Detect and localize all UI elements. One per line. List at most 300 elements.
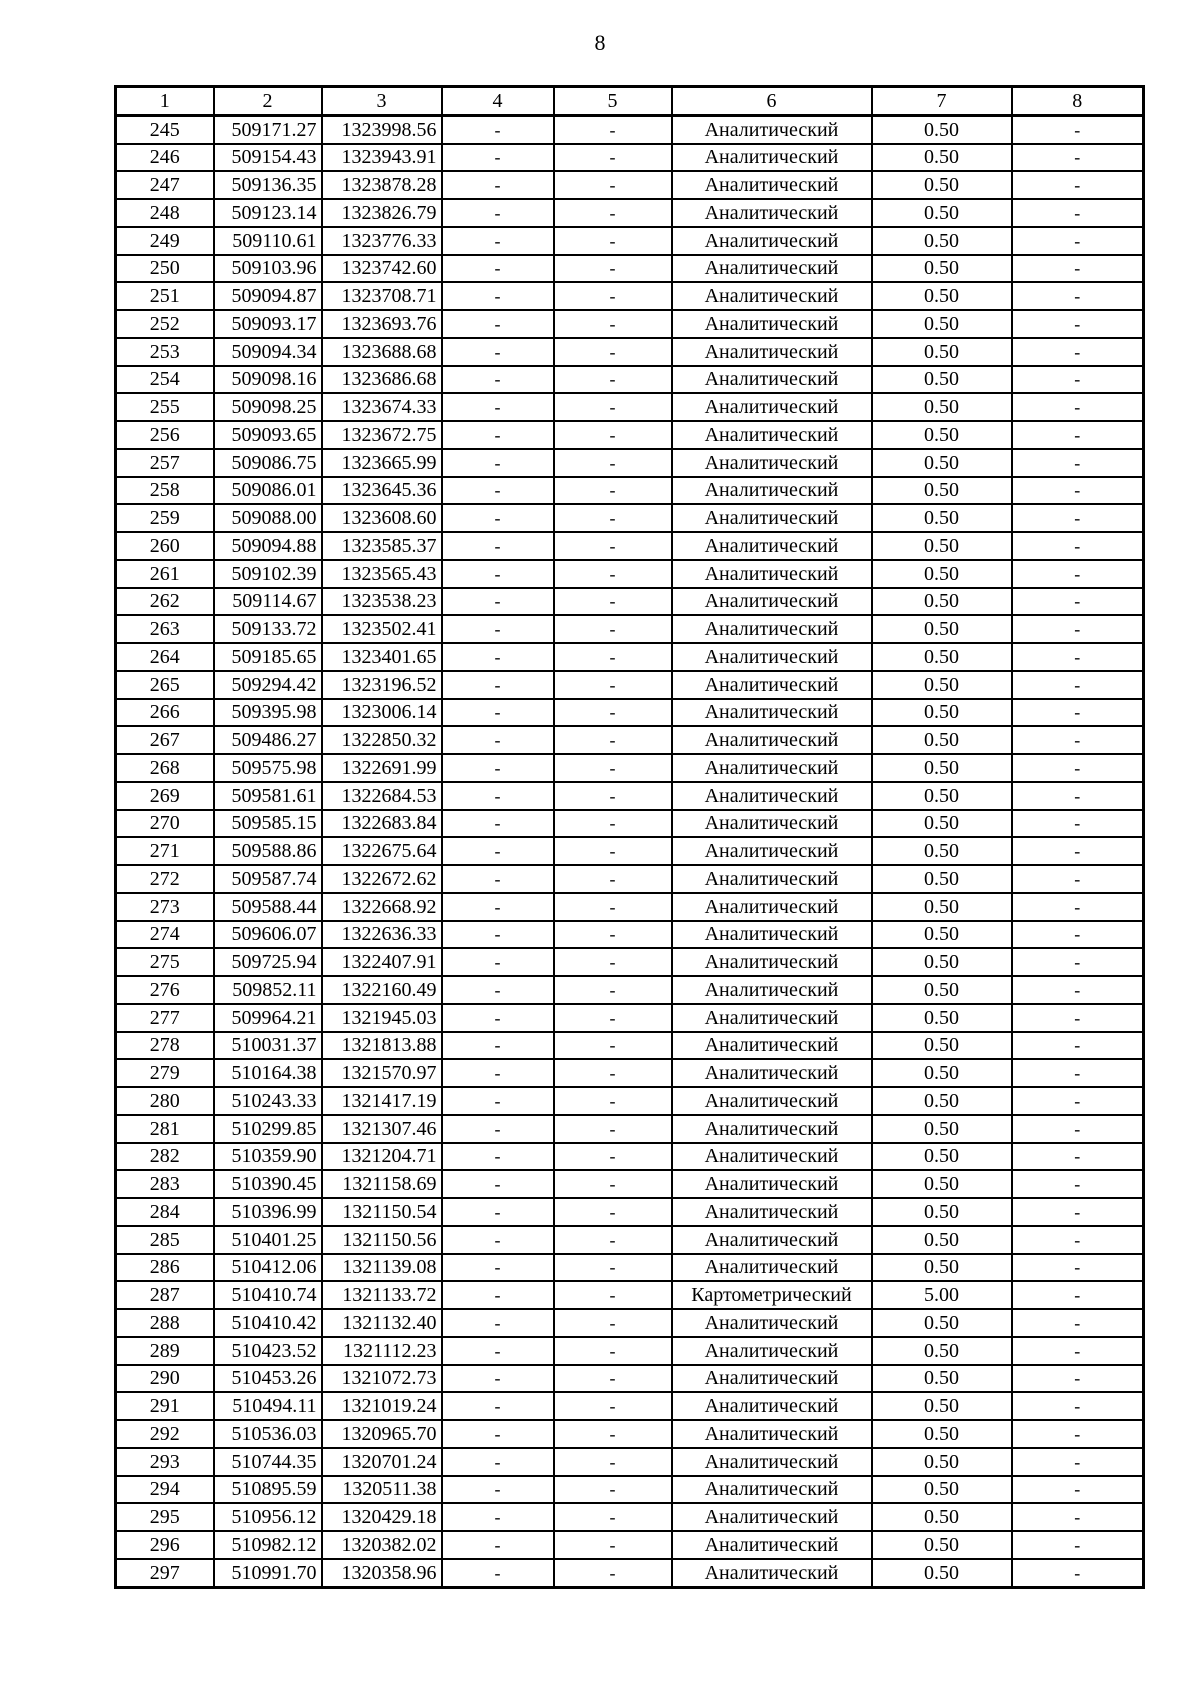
table-cell-col-7: 0.50 [872,449,1012,477]
table-cell-col-1: 295 [116,1503,214,1531]
column-header-6: 6 [672,87,872,116]
table-cell-col-8: - [1012,310,1144,338]
table-cell-col-6: Аналитический [672,366,872,394]
table-cell-col-7: 0.50 [872,310,1012,338]
table-cell-col-2: 510536.03 [214,1420,322,1448]
table-cell-col-7: 0.50 [872,144,1012,172]
table-cell-col-5: - [554,1087,672,1115]
table-row [116,1559,1144,1587]
table-cell-col-6: Аналитический [672,421,872,449]
table-cell-col-6: Аналитический [672,1143,872,1171]
table-cell-col-4: - [442,1087,554,1115]
page-number: 8 [594,30,606,55]
table-cell-col-3: 1321019.24 [322,1392,442,1420]
table-cell-col-3: 1322684.53 [322,782,442,810]
table-cell-col-6: Аналитический [672,1392,872,1420]
table-cell-col-6: Аналитический [672,310,872,338]
table-cell-col-3: 1322668.92 [322,893,442,921]
table-cell-col-6: Аналитический [672,726,872,754]
table-cell-col-6: Аналитический [672,255,872,283]
table-cell-col-1: 279 [116,1059,214,1087]
table-cell-col-4: - [442,282,554,310]
table-cell-col-2: 509587.74 [214,865,322,893]
table-cell-col-2: 510299.85 [214,1115,322,1143]
table-cell-col-1: 272 [116,865,214,893]
table-cell-col-5: - [554,921,672,949]
table-cell-col-7: 0.50 [872,477,1012,505]
table-cell-col-6: Аналитический [672,532,872,560]
table-cell-col-8: - [1012,1115,1144,1143]
table-cell-col-3: 1323672.75 [322,421,442,449]
table-cell-col-5: - [554,976,672,1004]
table-cell-col-2: 510390.45 [214,1170,322,1198]
table-cell-col-5: - [554,1392,672,1420]
table-row [116,893,1144,921]
column-header-2: 2 [214,87,322,116]
table-cell-col-2: 509086.01 [214,477,322,505]
table-row [116,921,1144,949]
table-cell-col-8: - [1012,421,1144,449]
table-cell-col-7: 0.50 [872,393,1012,421]
table-cell-col-1: 278 [116,1032,214,1060]
table-row [116,699,1144,727]
table-cell-col-8: - [1012,948,1144,976]
table-cell-col-8: - [1012,366,1144,394]
table-cell-col-7: 0.50 [872,810,1012,838]
table-cell-col-5: - [554,1448,672,1476]
table-row [116,1476,1144,1504]
table-cell-col-2: 509114.67 [214,588,322,616]
table-cell-col-5: - [554,1115,672,1143]
table-cell-col-3: 1320701.24 [322,1448,442,1476]
table-cell-col-4: - [442,393,554,421]
table-cell-col-3: 1321417.19 [322,1087,442,1115]
table-cell-col-3: 1323565.43 [322,560,442,588]
table-cell-col-7: 0.50 [872,1143,1012,1171]
table-cell-col-4: - [442,1476,554,1504]
table-cell-col-3: 1323708.71 [322,282,442,310]
table-cell-col-4: - [442,1309,554,1337]
table-cell-col-5: - [554,1226,672,1254]
table-cell-col-6: Аналитический [672,504,872,532]
table-cell-col-6: Аналитический [672,671,872,699]
table-cell-col-2: 509098.25 [214,393,322,421]
table-cell-col-5: - [554,171,672,199]
table-cell-col-3: 1323776.33 [322,227,442,255]
table-cell-col-1: 254 [116,366,214,394]
table-cell-col-7: 0.50 [872,865,1012,893]
table-cell-col-2: 510423.52 [214,1337,322,1365]
table-cell-col-5: - [554,671,672,699]
table-row [116,504,1144,532]
table-cell-col-2: 509588.44 [214,893,322,921]
table-cell-col-5: - [554,615,672,643]
table-cell-col-3: 1320511.38 [322,1476,442,1504]
table-cell-col-2: 510243.33 [214,1087,322,1115]
table-cell-col-5: - [554,782,672,810]
table-cell-col-5: - [554,837,672,865]
table-cell-col-7: 0.50 [872,1365,1012,1393]
table-cell-col-8: - [1012,588,1144,616]
table-cell-col-2: 509171.27 [214,115,322,143]
table-cell-col-3: 1323006.14 [322,699,442,727]
table-cell-col-2: 509395.98 [214,699,322,727]
table-cell-col-3: 1321307.46 [322,1115,442,1143]
table-cell-col-1: 253 [116,338,214,366]
table-cell-col-2: 509606.07 [214,921,322,949]
table-cell-col-2: 510410.74 [214,1281,322,1309]
table-cell-col-1: 268 [116,754,214,782]
table-row [116,1448,1144,1476]
table-cell-col-4: - [442,588,554,616]
table-cell-col-4: - [442,865,554,893]
table-cell-col-2: 509086.75 [214,449,322,477]
table-cell-col-4: - [442,837,554,865]
table-cell-col-1: 275 [116,948,214,976]
table-cell-col-1: 257 [116,449,214,477]
table-cell-col-6: Аналитический [672,1254,872,1282]
table-cell-col-4: - [442,477,554,505]
table-cell-col-6: Аналитический [672,782,872,810]
table-cell-col-6: Аналитический [672,1032,872,1060]
table-cell-col-2: 510895.59 [214,1476,322,1504]
table-cell-col-5: - [554,560,672,588]
table-cell-col-7: 0.50 [872,421,1012,449]
table-cell-col-8: - [1012,726,1144,754]
table-row [116,1170,1144,1198]
table-cell-col-1: 249 [116,227,214,255]
table-cell-col-5: - [554,865,672,893]
table-body [116,115,1144,1587]
table-cell-col-4: - [442,255,554,283]
table-cell-col-1: 259 [116,504,214,532]
table-cell-col-8: - [1012,921,1144,949]
table-cell-col-2: 510359.90 [214,1143,322,1171]
column-header-3: 3 [322,87,442,116]
table-row [116,366,1144,394]
table-cell-col-8: - [1012,865,1144,893]
table-cell-col-1: 288 [116,1309,214,1337]
table-cell-col-8: - [1012,754,1144,782]
table-cell-col-7: 0.50 [872,255,1012,283]
table-cell-col-2: 509110.61 [214,227,322,255]
table-cell-col-4: - [442,1254,554,1282]
table-cell-col-5: - [554,1365,672,1393]
table-cell-col-1: 260 [116,532,214,560]
table-row [116,1059,1144,1087]
table-cell-col-1: 274 [116,921,214,949]
table-cell-col-5: - [554,1503,672,1531]
table-cell-col-2: 509725.94 [214,948,322,976]
table-row [116,115,1144,143]
table-cell-col-1: 287 [116,1281,214,1309]
table-cell-col-1: 267 [116,726,214,754]
table-cell-col-6: Аналитический [672,754,872,782]
table-cell-col-7: 0.50 [872,171,1012,199]
table-cell-col-6: Аналитический [672,1337,872,1365]
table-cell-col-2: 510744.35 [214,1448,322,1476]
table-cell-col-8: - [1012,1198,1144,1226]
table-row [116,948,1144,976]
table-cell-col-2: 509154.43 [214,144,322,172]
table-row [116,227,1144,255]
table-cell-col-4: - [442,1365,554,1393]
table-cell-col-6: Аналитический [672,948,872,976]
table-cell-col-1: 255 [116,393,214,421]
table-cell-col-8: - [1012,1281,1144,1309]
table-cell-col-4: - [442,754,554,782]
table-cell-col-6: Аналитический [672,1365,872,1393]
table-cell-col-1: 283 [116,1170,214,1198]
table-cell-col-5: - [554,1004,672,1032]
table-cell-col-7: 0.50 [872,643,1012,671]
column-header-7: 7 [872,87,1012,116]
table-cell-col-6: Аналитический [672,1087,872,1115]
table-cell-col-3: 1320965.70 [322,1420,442,1448]
table-cell-col-6: Аналитический [672,643,872,671]
table-cell-col-4: - [442,1281,554,1309]
table-cell-col-3: 1323693.76 [322,310,442,338]
table-cell-col-6: Картометрический [672,1281,872,1309]
table-cell-col-1: 294 [116,1476,214,1504]
table-cell-col-5: - [554,477,672,505]
table-cell-col-6: Аналитический [672,588,872,616]
table-cell-col-2: 509136.35 [214,171,322,199]
table-cell-col-6: Аналитический [672,171,872,199]
table-cell-col-7: 0.50 [872,1531,1012,1559]
table-cell-col-2: 509093.65 [214,421,322,449]
table-cell-col-7: 0.50 [872,921,1012,949]
table-cell-col-7: 0.50 [872,1309,1012,1337]
table-cell-col-6: Аналитический [672,615,872,643]
column-header-8: 8 [1012,87,1144,116]
table-cell-col-3: 1323674.33 [322,393,442,421]
table-cell-col-6: Аналитический [672,144,872,172]
table-cell-col-1: 251 [116,282,214,310]
table-cell-col-2: 509588.86 [214,837,322,865]
table-cell-col-4: - [442,504,554,532]
table-cell-col-7: 0.50 [872,726,1012,754]
table-cell-col-4: - [442,810,554,838]
table-cell-col-6: Аналитический [672,837,872,865]
table-row [116,615,1144,643]
table-cell-col-4: - [442,1503,554,1531]
table-cell-col-7: 0.50 [872,338,1012,366]
table-cell-col-3: 1321570.97 [322,1059,442,1087]
table-cell-col-7: 0.50 [872,532,1012,560]
table-cell-col-7: 0.50 [872,1115,1012,1143]
table-cell-col-1: 246 [116,144,214,172]
table-cell-col-4: - [442,921,554,949]
table-cell-col-1: 271 [116,837,214,865]
table-cell-col-1: 280 [116,1087,214,1115]
table-cell-col-2: 510164.38 [214,1059,322,1087]
table-cell-col-3: 1323742.60 [322,255,442,283]
table-cell-col-4: - [442,782,554,810]
table-cell-col-3: 1322160.49 [322,976,442,1004]
table-cell-col-8: - [1012,199,1144,227]
table-row [116,1198,1144,1226]
table-cell-col-4: - [442,1420,554,1448]
table-row [116,171,1144,199]
table-cell-col-3: 1323998.56 [322,115,442,143]
table-cell-col-2: 510982.12 [214,1531,322,1559]
table-cell-col-3: 1323645.36 [322,477,442,505]
table-cell-col-4: - [442,1004,554,1032]
table-cell-col-6: Аналитический [672,1115,872,1143]
table-cell-col-5: - [554,1198,672,1226]
table-cell-col-8: - [1012,282,1144,310]
table-cell-col-1: 248 [116,199,214,227]
table-cell-col-5: - [554,1032,672,1060]
table-cell-col-8: - [1012,1365,1144,1393]
table-cell-col-5: - [554,1281,672,1309]
table-cell-col-3: 1323196.52 [322,671,442,699]
table-cell-col-3: 1320358.96 [322,1559,442,1587]
table-cell-col-1: 247 [116,171,214,199]
table-cell-col-4: - [442,1531,554,1559]
table-cell-col-4: - [442,338,554,366]
table-cell-col-7: 0.50 [872,782,1012,810]
table-cell-col-3: 1321112.23 [322,1337,442,1365]
table-cell-col-8: - [1012,1254,1144,1282]
table-cell-col-1: 264 [116,643,214,671]
column-header-1: 1 [116,87,214,116]
table-cell-col-8: - [1012,1392,1144,1420]
table-cell-col-2: 509575.98 [214,754,322,782]
table-cell-col-1: 262 [116,588,214,616]
table-cell-col-7: 0.50 [872,1559,1012,1587]
table-cell-col-2: 510410.42 [214,1309,322,1337]
table-row [116,199,1144,227]
table-row [116,1254,1144,1282]
table-cell-col-6: Аналитический [672,1531,872,1559]
table-cell-col-5: - [554,726,672,754]
table-row [116,588,1144,616]
table-cell-col-1: 270 [116,810,214,838]
table-cell-col-6: Аналитический [672,1170,872,1198]
table-cell-col-5: - [554,255,672,283]
table-cell-col-8: - [1012,449,1144,477]
table-cell-col-5: - [554,1420,672,1448]
table-cell-col-2: 509102.39 [214,560,322,588]
table-cell-col-7: 0.50 [872,948,1012,976]
table-cell-col-6: Аналитический [672,1309,872,1337]
table-cell-col-3: 1322672.62 [322,865,442,893]
table-cell-col-5: - [554,366,672,394]
table-cell-col-4: - [442,1392,554,1420]
table-cell-col-8: - [1012,1476,1144,1504]
table-row [116,837,1144,865]
table-cell-col-8: - [1012,615,1144,643]
table-cell-col-3: 1322407.91 [322,948,442,976]
table-cell-col-3: 1321132.40 [322,1309,442,1337]
table-cell-col-1: 245 [116,115,214,143]
table-cell-col-4: - [442,1337,554,1365]
table-cell-col-6: Аналитический [672,810,872,838]
table-cell-col-8: - [1012,477,1144,505]
table-cell-col-8: - [1012,504,1144,532]
table-cell-col-3: 1320382.02 [322,1531,442,1559]
table-row [116,782,1144,810]
table-cell-col-2: 509123.14 [214,199,322,227]
table-cell-col-5: - [554,393,672,421]
table-cell-col-1: 269 [116,782,214,810]
table-cell-col-2: 509094.88 [214,532,322,560]
table-cell-col-3: 1322691.99 [322,754,442,782]
header-row [116,87,1144,116]
table-cell-col-1: 258 [116,477,214,505]
table-cell-col-8: - [1012,1226,1144,1254]
table-cell-col-7: 0.50 [872,1448,1012,1476]
table-cell-col-1: 282 [116,1143,214,1171]
table-cell-col-2: 509093.17 [214,310,322,338]
table-cell-col-3: 1322675.64 [322,837,442,865]
table-cell-col-3: 1321945.03 [322,1004,442,1032]
table-cell-col-6: Аналитический [672,1059,872,1087]
table-row [116,1143,1144,1171]
table-cell-col-2: 510412.06 [214,1254,322,1282]
table-cell-col-7: 0.50 [872,976,1012,1004]
table-cell-col-4: - [442,893,554,921]
table-cell-col-5: - [554,1143,672,1171]
table-cell-col-1: 250 [116,255,214,283]
table-row [116,449,1144,477]
table-cell-col-2: 509581.61 [214,782,322,810]
table-cell-col-8: - [1012,1309,1144,1337]
table-cell-col-7: 0.50 [872,671,1012,699]
table-cell-col-2: 510031.37 [214,1032,322,1060]
table-cell-col-8: - [1012,1170,1144,1198]
table-cell-col-1: 293 [116,1448,214,1476]
table-cell-col-8: - [1012,1337,1144,1365]
table-cell-col-1: 292 [116,1420,214,1448]
table-cell-col-3: 1323826.79 [322,199,442,227]
table-cell-col-6: Аналитический [672,1226,872,1254]
table-cell-col-7: 0.50 [872,1032,1012,1060]
table-cell-col-4: - [442,532,554,560]
table-cell-col-2: 510991.70 [214,1559,322,1587]
table-cell-col-4: - [442,1448,554,1476]
table-row [116,1281,1144,1309]
table-cell-col-6: Аналитический [672,921,872,949]
table-row [116,1087,1144,1115]
table-cell-col-2: 510401.25 [214,1226,322,1254]
table-row [116,1420,1144,1448]
table-cell-col-8: - [1012,171,1144,199]
table-cell-col-3: 1321150.54 [322,1198,442,1226]
table-cell-col-5: - [554,532,672,560]
table-cell-col-4: - [442,144,554,172]
table-cell-col-5: - [554,338,672,366]
table-cell-col-8: - [1012,643,1144,671]
table-cell-col-7: 0.50 [872,1004,1012,1032]
table-cell-col-1: 284 [116,1198,214,1226]
table-cell-col-7: 0.50 [872,1503,1012,1531]
table-cell-col-3: 1323502.41 [322,615,442,643]
table-cell-col-1: 289 [116,1337,214,1365]
table-cell-col-6: Аналитический [672,393,872,421]
table-cell-col-4: - [442,366,554,394]
table-row [116,1226,1144,1254]
table-cell-col-8: - [1012,837,1144,865]
table-cell-col-1: 252 [116,310,214,338]
table-cell-col-7: 0.50 [872,1087,1012,1115]
table-cell-col-4: - [442,171,554,199]
table-cell-col-4: - [442,976,554,1004]
table-row [116,643,1144,671]
table-cell-col-5: - [554,588,672,616]
